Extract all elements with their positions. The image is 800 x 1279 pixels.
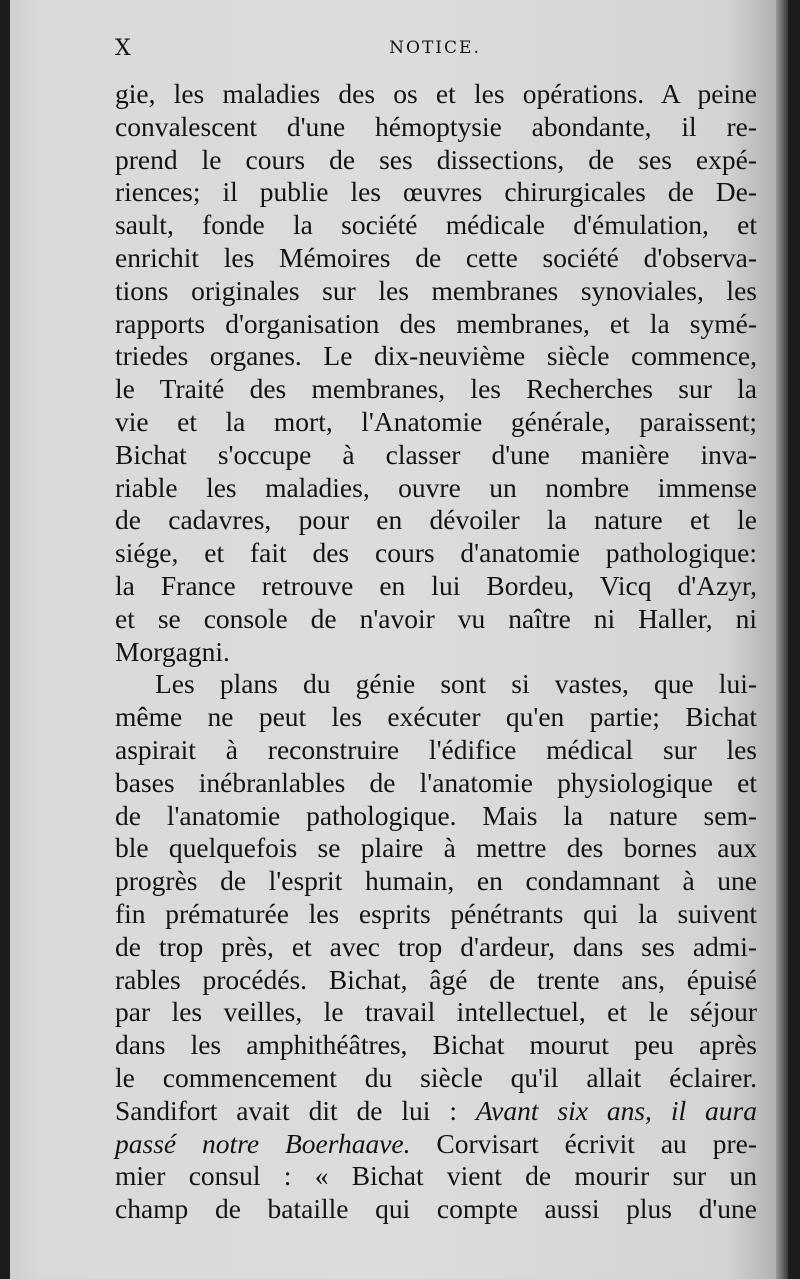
text-line: de trop près, et avec trop d'ardeur, dans ses admi- (115, 930, 757, 962)
text-line: tions originales sur les membranes synoviales, les (115, 274, 757, 306)
text-line: le Traité des membranes, les Recherches sur la (115, 373, 757, 405)
text-line: par les veilles, le travail intellectuel, et le séjour (115, 996, 757, 1028)
italic-quote: Avant six ans, il aura (475, 1094, 757, 1126)
text-line: champ de bataille qui compte aussi plus d'une (115, 1193, 757, 1225)
page-header (115, 36, 755, 66)
text-line: de cadavres, pour en dévoiler la nature et le (115, 504, 757, 536)
body-text (115, 78, 757, 1226)
text-line: ble quelquefois se plaire à mettre des bornes aux (115, 832, 757, 864)
text-line: dans les amphithéâtres, Bichat mourut peu après (115, 1029, 757, 1061)
text-line: Bichat s'occupe à classer d'une manière inva- (115, 438, 757, 470)
text-line: convalescent d'une hémoptysie abondante, il re- (115, 110, 757, 142)
text-line: siége, et fait des cours d'anatomie pathologique: (115, 537, 757, 569)
text-line: progrès de l'esprit humain, en condamnant à une (115, 865, 757, 897)
text-line: fin prématurée les esprits pénétrants qui la suivent (115, 897, 757, 929)
text-segment: Corvisart écrivit au pre- (410, 1127, 757, 1159)
text-line: Les plans du génie sont si vastes, que lui- (155, 668, 757, 700)
text-line: sault, fonde la société médicale d'émulation, et (115, 209, 757, 241)
text-line: gie, les maladies des os et les opérations. A peine (115, 78, 757, 109)
text-line: enrichit les Mémoires de cette société d'observa- (115, 241, 757, 273)
text-line: aspirait à reconstruire l'édifice médical sur les (115, 733, 757, 765)
text-line: riences; il publie les œuvres chirurgicales de De- (115, 176, 757, 208)
text-line: prend le cours de ses dissections, de ses expé- (115, 143, 757, 175)
text-line: rapports d'organisation des membranes, et la symé- (115, 307, 757, 339)
text-line: et se console de n'avoir vu naître ni Haller, ni (115, 602, 757, 634)
text-line: Morgagni. (115, 635, 230, 667)
running-head: NOTICE. (389, 38, 481, 58)
text-line: le commencement du siècle qu'il allait éclairer. (115, 1061, 757, 1093)
text-line: bases inébranlables de l'anatomie physiologique et (115, 766, 757, 798)
book-page (10, 0, 788, 1279)
text-line: riable les maladies, ouvre un nombre immense (115, 471, 757, 503)
text-line: vie et la mort, l'Anatomie générale, paraissent; (115, 405, 757, 437)
page-edge (776, 0, 788, 1279)
text-line: mier consul : « Bichat vient de mourir sur un (115, 1160, 757, 1192)
italic-quote: passé notre Boerhaave. (115, 1127, 411, 1159)
text-segment: Sandifort avait dit de lui : (115, 1094, 476, 1126)
text-line (115, 1128, 757, 1161)
text-line: la France retrouve en lui Bordeu, Vicq d'Azyr, (115, 569, 757, 601)
text-line: triedes organes. Le dix-neuvième siècle commence, (115, 340, 757, 372)
text-line: rables procédés. Bichat, âgé de trente ans, épuisé (115, 963, 757, 995)
text-line (115, 1095, 757, 1128)
text-line: même ne peut les exécuter qu'en partie; Bichat (115, 701, 757, 733)
text-line: de l'anatomie pathologique. Mais la nature sem- (115, 799, 757, 831)
page-number: X (115, 36, 132, 61)
